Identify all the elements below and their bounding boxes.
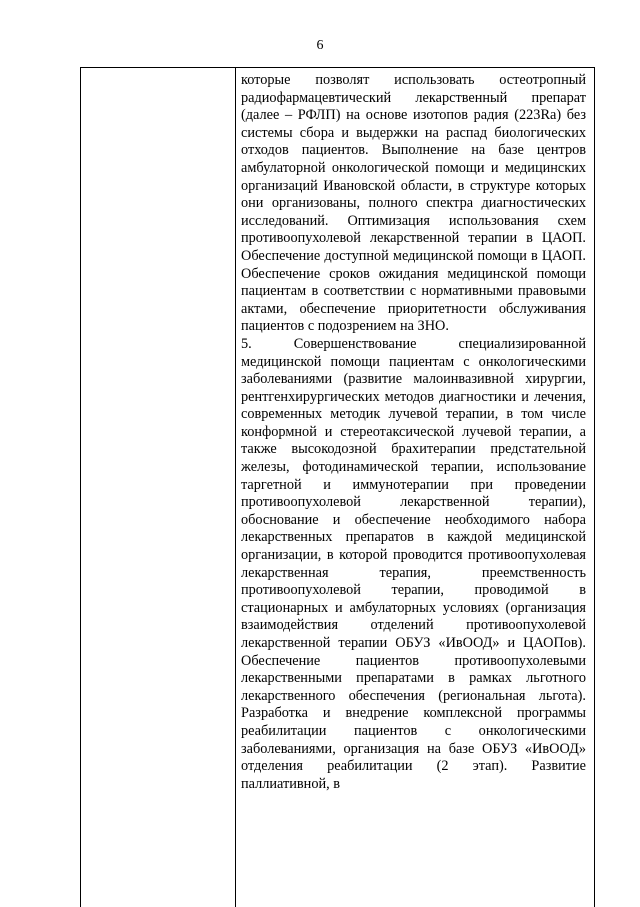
table-left-cell bbox=[81, 68, 236, 907]
document-table bbox=[80, 67, 595, 907]
page-number: 6 bbox=[316, 38, 324, 53]
table-paragraph-item-5: 5. Совершенствование специализированной медицинской помощи пациентам с онкологическими заболеваниями (развитие малоинвазивной хирургии, рентгенхирургических методов диагностики и лечения, современных методик лучевой терапии, в том числе конформной и стереотаксической лучевой терапии, а также высокодозной брахитерапии предстательной железы, фотодинамической терапии, использование таргетной и иммунотерапии при проведении противоопухолевой лекарственной терапии), обоснование и обеспечение необходимого набора лекарственных препаратов в каждой медицинской организации, в которой проводится противоопухолевая лекарственная терапия, преемственность противоопухолевой терапии, проводимой в стационарных и амбулаторных условиях (организация взаимодействия отделений противоопухолевой лекарственной терапии ОБУЗ «ИвООД» и ЦАОПов). Обеспечение пациентов противоопухолевыми лекарственными препаратами в рамках льготного лекарственного обеспечения (региональная льгота). Разработка и внедрение комплексной программы реабилитации пациентов с онкологическими заболеваниями, организация на базе ОБУЗ «ИвООД» отделения реабилитации (2 этап). Развитие паллиативной, в bbox=[241, 335, 586, 792]
table-right-cell bbox=[241, 72, 586, 907]
table-paragraph-continuation: которые позволят использовать остеотропный радиофармацевтический лекарственный препарат (далее – РФЛП) на основе изотопов радия (223Ra) без системы сбора и выдержки на распад биологических отходов пациентов. Выполнение на базе центров амбулаторной онкологической помощи и медицинских организаций Ивановской области, в структуре которых они организованы, полного спектра диагностических исследований. Оптимизация использования схем противоопухолевой лекарственной терапии в ЦАОП. Обеспечение доступной медицинской помощи в ЦАОП. Обеспечение сроков ожидания медицинской помощи пациентам в соответствии с нормативными правовыми актами, обеспечение приоритетности обслуживания пациентов с подозрением на ЗНО. bbox=[241, 72, 586, 335]
